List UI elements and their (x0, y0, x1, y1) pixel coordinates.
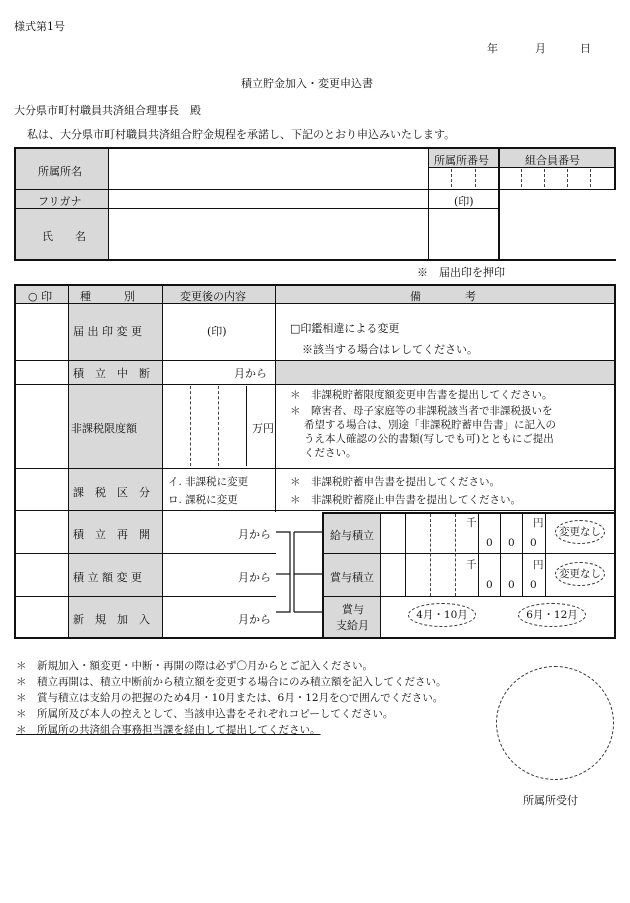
intro-text: 私は、大分県市町村職員共済組合貯金規程を承諾し、下記のとおり申込みいたします。 (27, 128, 456, 141)
seal-mark: (印) (454, 195, 474, 208)
salary-zero-1: 0 (486, 537, 493, 549)
header-type: 種 別 (80, 290, 135, 303)
dept-no-label: 所属所番号 (434, 154, 489, 167)
salary-zero-2: 0 (508, 537, 515, 549)
bonus-label: 賞与積立 (330, 571, 374, 584)
salary-thousand-unit: 千 (466, 517, 477, 529)
salary-yen-unit: 円 (533, 517, 544, 529)
type-seal-change: 届 出 印 変 更 (73, 325, 142, 338)
remark-seal-change-1[interactable]: □印鑑相違による変更 (290, 322, 400, 335)
name-label: 氏 名 (42, 230, 86, 243)
bonus-zero-1: 0 (486, 579, 493, 591)
remark-limit-2a: ＊ 障害者、母子家庭等の非課税該当者で非課税扱いを (290, 405, 553, 417)
bracket-connector (272, 520, 326, 624)
remark-limit-2b: 希望する場合は、別途「非課税貯蓄申告書」に記入の (304, 419, 556, 431)
type-new: 新 規 加 入 (73, 613, 150, 626)
months-june-december-label: 6月・12月 (526, 609, 578, 621)
dept-name-field[interactable] (110, 150, 426, 187)
remark-limit-2c: うえ本人確認の公的書類(写しでも可)とともにご提出 (304, 433, 554, 445)
type-amount: 積 立 額 変 更 (73, 571, 142, 584)
date-month[interactable]: 月 (535, 42, 546, 55)
remark-seal-change-2: ※該当する場合はレしてください。 (302, 343, 478, 356)
salary-no-change-label: 変更なし (559, 526, 601, 538)
furigana-field[interactable] (110, 190, 426, 207)
dept-name-label: 所属所名 (38, 165, 82, 178)
mark-limit[interactable] (17, 385, 67, 467)
bonus-month-label-2: 支給月 (336, 619, 369, 632)
remark-tax-1: ＊ 非課税貯蓄申告書を提出してください。 (290, 476, 500, 488)
mark-suspend[interactable] (17, 361, 67, 383)
receipt-stamp-area[interactable] (496, 666, 614, 780)
bonus-zero-2: 0 (508, 579, 515, 591)
tax-option-1[interactable]: イ. 非課税に変更 (168, 476, 249, 488)
seal-note: ※ 届出印を押印 (417, 266, 505, 279)
tax-option-2[interactable]: ロ. 課税に変更 (168, 494, 238, 506)
bonus-no-change-label: 変更なし (559, 568, 601, 580)
remark-limit-1: ＊ 非課税貯蓄限度額変更申告書を提出してください。 (290, 389, 553, 401)
date-day[interactable]: 日 (580, 42, 591, 55)
header-mark: ○ 印 (28, 290, 53, 303)
note-4: ＊ 所属所及び本人の控えとして、当該申込書をそれぞれコピーしてください。 (16, 708, 394, 720)
form-title: 積立貯金加入・変更申込書 (241, 77, 373, 90)
remark-limit-2d: ください。 (304, 447, 357, 459)
content-new: 月から (238, 613, 271, 626)
type-resume: 積 立 再 開 (73, 528, 150, 541)
bonus-zero-3: 0 (530, 579, 537, 591)
mark-resume[interactable] (17, 511, 67, 552)
addressee: 大分県市町村職員共済組合理事長 殿 (14, 104, 201, 117)
name-field[interactable] (110, 210, 426, 258)
bonus-thousand-unit: 千 (466, 559, 477, 571)
remark-tax-2: ＊ 非課税貯蓄廃止申告書を提出してください。 (290, 494, 521, 506)
date-year[interactable]: 年 (487, 42, 498, 55)
salary-no-change-option[interactable] (555, 520, 605, 544)
unit-limit: 万円 (252, 422, 274, 435)
form-number: 様式第1号 (14, 20, 65, 33)
months-april-october-option[interactable] (408, 603, 476, 627)
furigana-label: フリガナ (38, 195, 82, 208)
mark-seal-change[interactable] (17, 304, 67, 359)
type-tax: 課 税 区 分 (73, 486, 150, 499)
content-resume: 月から (238, 528, 271, 541)
note-3: ＊ 賞与積立は支給月の把握のため4月・10月または、6月・12月を○で囲んでください。 (16, 692, 444, 704)
months-june-december-option[interactable] (518, 603, 586, 627)
note-5: ＊ 所属所の共済組合事務担当課を経由して提出してください。 (16, 724, 321, 736)
mark-tax[interactable] (17, 469, 67, 509)
salary-zero-3: 0 (530, 537, 537, 549)
content-seal-change: (印) (207, 325, 227, 338)
bonus-yen-unit: 円 (533, 559, 544, 571)
type-limit: 非課税限度額 (71, 422, 137, 435)
receipt-label: 所属所受付 (523, 794, 578, 807)
content-amount: 月から (238, 571, 271, 584)
header-remarks: 備 考 (410, 290, 476, 303)
months-april-october-label: 4月・10月 (416, 609, 468, 621)
note-2: ＊ 積立再開は、積立中断前から積立額を変更する場合にのみ積立額を記入してください。 (16, 676, 447, 688)
mark-new[interactable] (17, 597, 67, 637)
note-1: ＊ 新規加入・額変更・中断・再開の際は必ず〇月からとご記入ください。 (16, 660, 373, 672)
bonus-month-label-1: 賞与 (342, 603, 364, 616)
mark-amount[interactable] (17, 554, 67, 595)
type-suspend: 積 立 中 断 (73, 367, 150, 380)
content-suspend: 月から (234, 367, 267, 380)
header-after: 変更後の内容 (180, 290, 246, 303)
bonus-no-change-option[interactable] (555, 562, 605, 586)
member-no-label: 組合員番号 (525, 154, 580, 167)
salary-label: 給与積立 (330, 529, 374, 542)
